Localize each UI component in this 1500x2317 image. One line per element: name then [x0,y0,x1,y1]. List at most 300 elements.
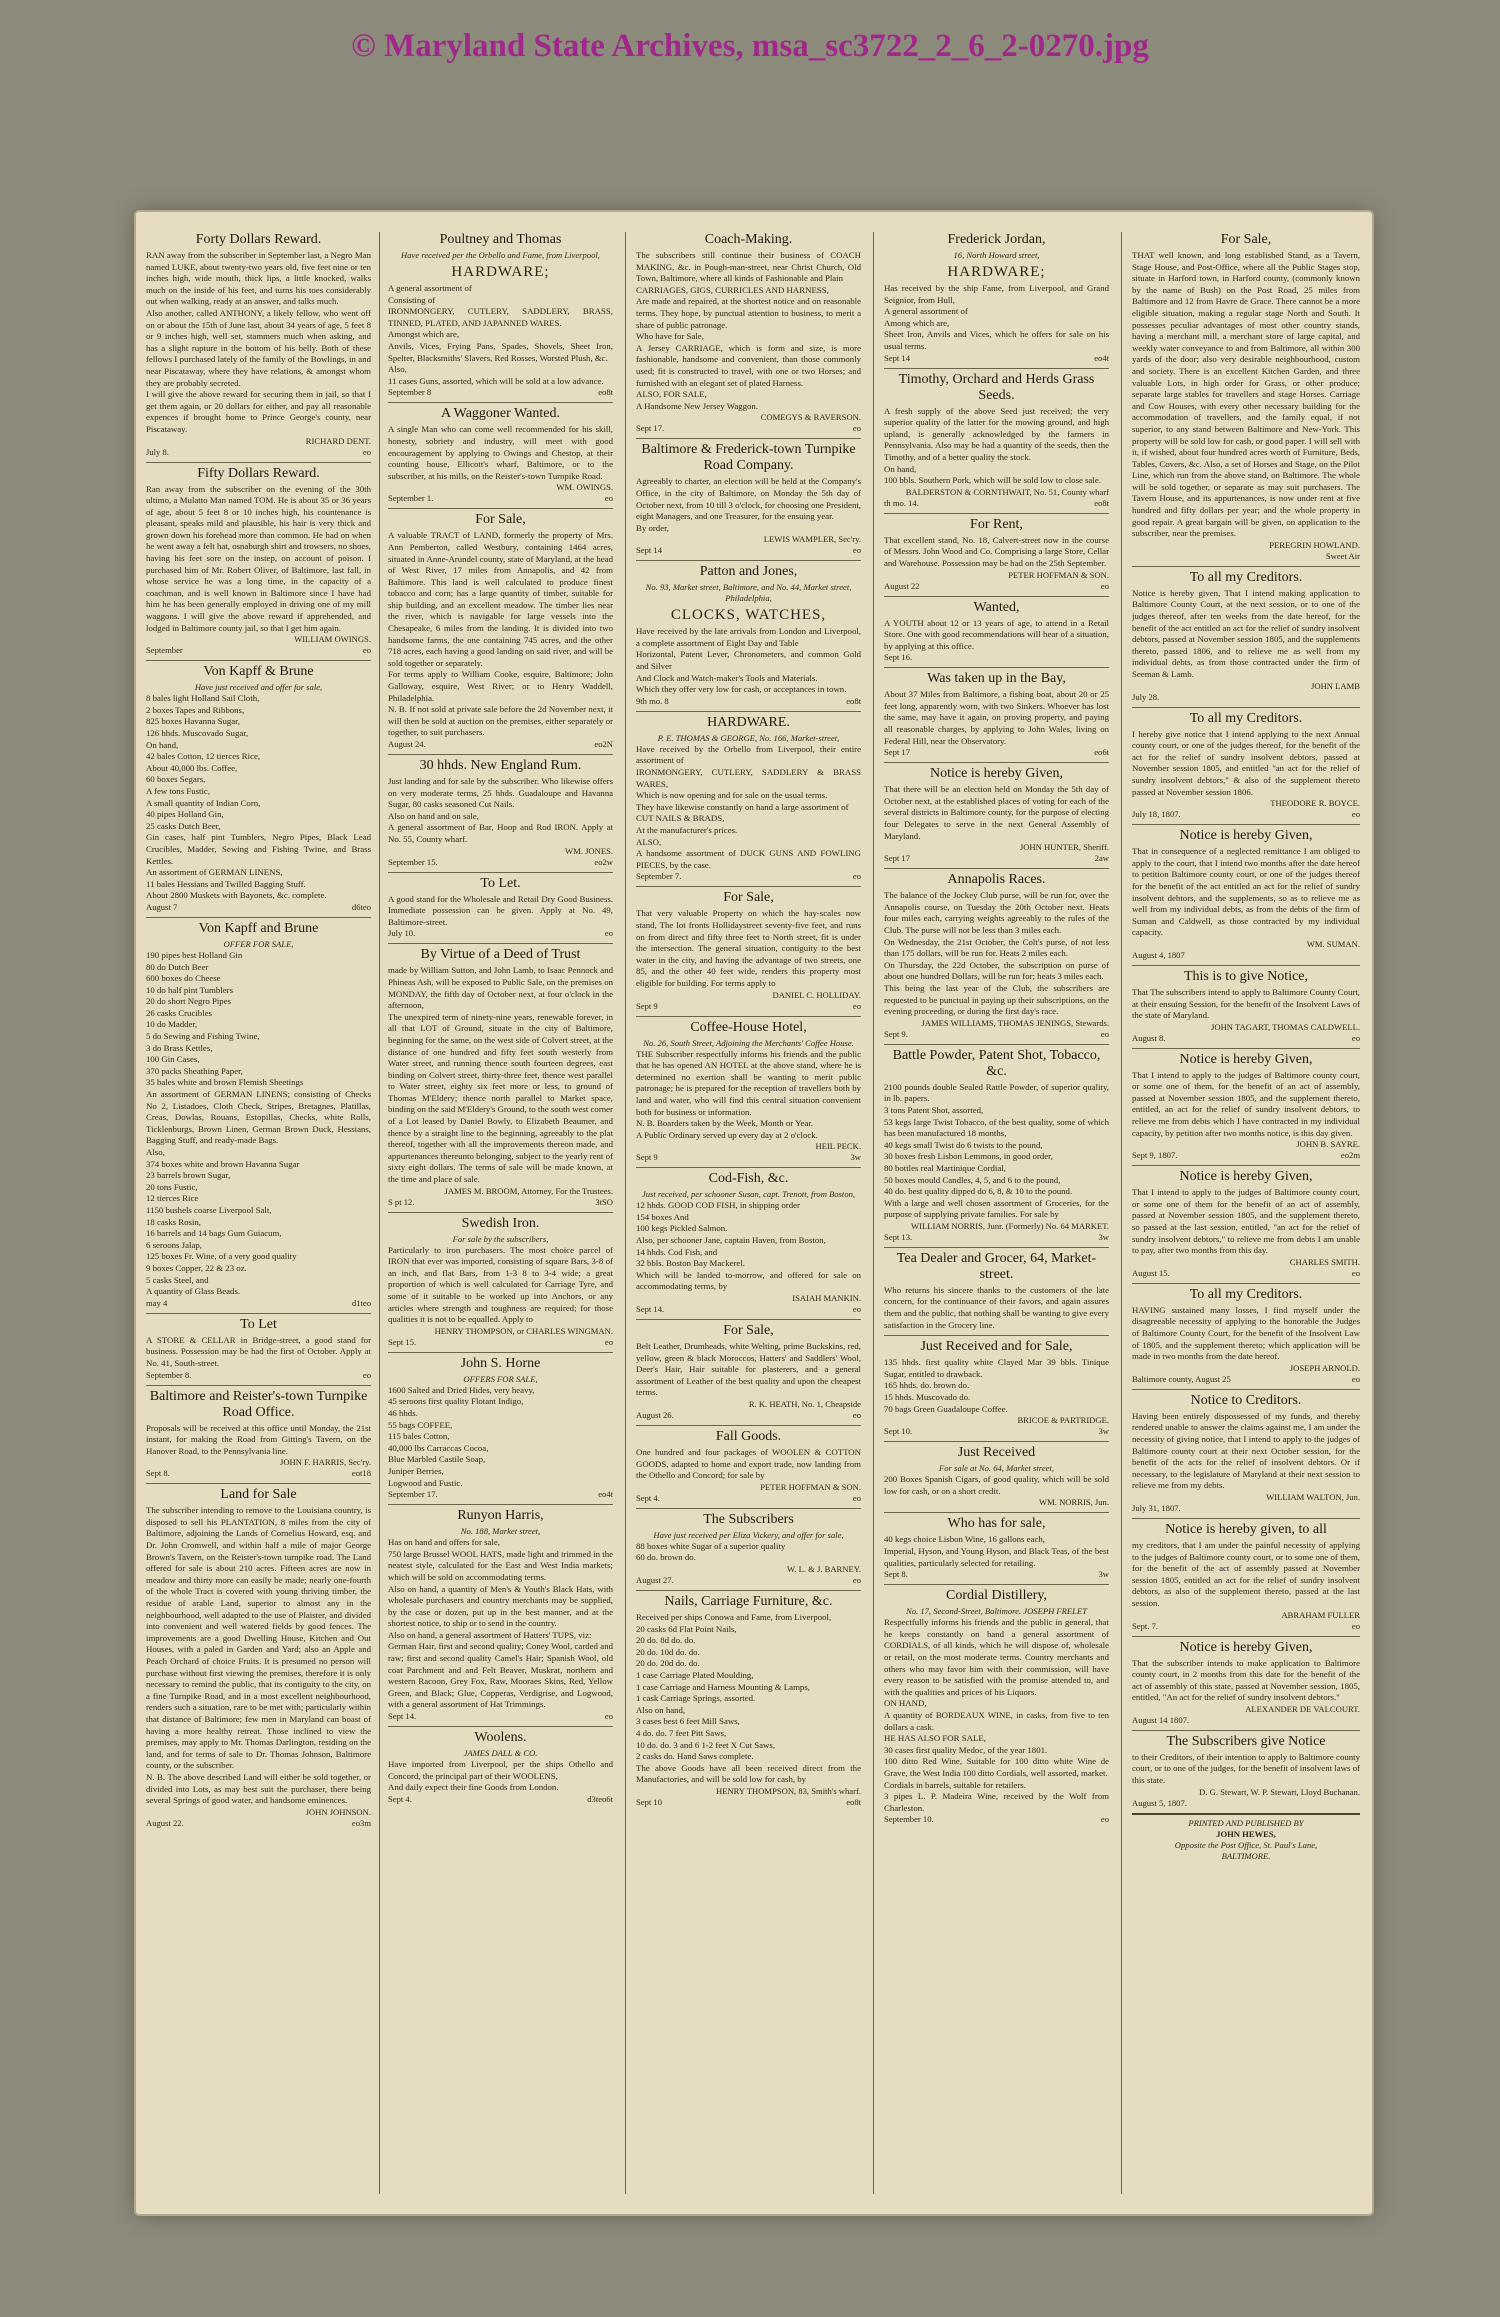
ad-code: 3w [1098,1231,1109,1242]
ad-title: To all my Creditors. [1189,569,1303,585]
ad-code: eo8t [1094,497,1109,508]
ad-subtitle: No. 26, South Street, Adjoining the Merchants' Coffee House. [643,1037,854,1048]
ad-line: 45 seroons first quality Flotant Indigo, [388,1396,524,1407]
ad-date: July 28. [1132,691,1160,702]
advertisement [884,1512,1109,1580]
advertisement [1132,1048,1360,1162]
ad-line: RAN away from the subscriber in September last, a Negro Man named LUKE, about twenty-two years old, five feet nine or ten inches high, wide mouth, thick lips, a little knocked, walks much on the inside of his feet, and turns his toes considerably out when walking, ready at an answer, and talks much. [146,250,371,307]
ad-line: Received per ships Conowa and Fame, from Liverpool, [636,1611,832,1622]
ad-line: 100 bbls. Southern Pork, which will be sold low to close sale. [884,475,1101,486]
ad-code: d3teo6t [587,1793,613,1804]
ad-line: For terms apply to William Cooke, esquire, Baltimore; John Galloway, esquire, West River; or to Henry Waddell, Philadelphia. [388,669,613,703]
ad-dateline [1132,950,1360,961]
ad-date: Sept 17 [884,853,911,864]
ad-code: eo2N [594,739,613,749]
imprint-line: JOHN HEWES, [1216,1828,1276,1839]
ad-dateline [388,1711,613,1722]
ad-body [1132,846,1360,939]
ad-line: 125 boxes Fr. Wine, of a very good quality [146,1251,297,1262]
ad-body [388,283,613,387]
advertisement [636,232,861,434]
advertisement [388,402,613,504]
ad-line: 32 bbls. Boston Bay Mackerel. [636,1258,745,1269]
ad-date: Sept 9 [636,1000,658,1011]
ad-line: By order, [636,522,669,533]
column-4 [884,232,1109,2196]
ad-line: 42 bales Cotton, 12 tierces Rice, [146,751,261,762]
ad-code: eo [604,1711,613,1722]
ad-line: Has on hand and offers for sale, [388,1537,500,1548]
ad-date: September 1. [388,493,434,504]
ad-date: Sept 17. [636,423,665,434]
ad-dateline [146,447,371,458]
column-rule [379,232,380,2194]
ad-code: eo [1100,1814,1109,1825]
ad-signature: THEODORE R. BOYCE. [1270,798,1360,809]
ad-title: To Let [240,1316,277,1332]
ad-line: Horizontal, Patent Lever, Chronometers, and common Gold and Silver [636,649,861,672]
ad-body [388,894,613,929]
ad-line: The subscribers still continue their business of COACH MAKING, &c. in Pough-man-street, near Christ Church, Old Town, Baltimore, where all kinds of Fashionable and Plain [636,250,861,284]
ad-line: 16 barrels and 14 bags Gum Guiacum, [146,1228,282,1239]
ad-title: Tea Dealer and Grocer, 64, Market-street. [896,1250,1097,1282]
advertisement [1132,824,1360,961]
ad-line: At the manufacturer's prices. [636,825,738,835]
ad-line: Also, [388,364,407,375]
ad-title: This is to give Notice, [1183,968,1309,984]
ad-line: CARRIAGES, GIGS, CURRICLES AND HARNESS, [636,284,829,295]
ad-line: 11 bales Hessians and Twilled Bagging Stuff. [146,878,306,889]
ad-signature: HEIL PECK. [815,1141,861,1152]
ad-date: Sept 4. [388,1793,412,1804]
advertisement [388,1212,613,1348]
ad-date: th mo. 14. [884,497,919,508]
ad-dateline [884,1232,1109,1243]
ad-line: On Thursday, the 22d October, the subscription on purse of about one hundred Dollars, will be run for; heats 3 miles each. [884,959,1109,982]
ad-dateline [146,902,371,913]
ad-body [388,965,613,1185]
ad-line: Who returns his sincere thanks to the customers of the late concern, for the continuance of their favors, and again assures them and the public, that nothing shall be wanting to give every satisfaction in the Grocery line. [884,1284,1109,1330]
ad-line: Also on hand, a general assortment of Hatters' TUPS, viz: [388,1629,592,1640]
ad-date: August 27. [636,1574,674,1585]
ad-line: 100 kegs Pickled Salmon. [636,1223,728,1234]
ad-code: eo [852,1304,861,1315]
ad-signature: LEWIS WAMPLER, Sec'ry. [763,534,861,545]
advertisement [1132,1389,1360,1514]
ad-subtitle: Have just received per Eliza Vickery, and offer for sale, [653,1529,844,1540]
ad-title: John S. Horne [460,1355,541,1371]
ad-body [636,626,861,696]
ad-code: 3tSO [595,1196,613,1207]
advertisement [884,1584,1109,1825]
ad-line: 370 packs Sheathing Paper, [146,1065,243,1076]
ad-body [1132,250,1360,540]
ad-line: 3 tons Patent Shot, assorted, [884,1104,984,1115]
ad-signature: PETER HOFFMAN & SON. [760,1481,861,1492]
ad-title: Frederick Jordan, [947,232,1046,247]
ad-body [884,618,1109,653]
ad-code: eo6t [1094,747,1109,758]
ad-title: By Virtue of a Deed of Trust [420,947,581,963]
ad-dateline [1132,1503,1360,1514]
advertisement [1132,1283,1360,1385]
ad-title: Baltimore and Reister's-town Turnpike Road Office. [149,1388,368,1420]
ad-line: 20 do short Negro Pipes [146,996,232,1007]
advertisement [1132,1518,1360,1632]
ad-code: eo [1351,1620,1360,1631]
advertisement [636,1167,861,1315]
ad-signature: HENRY THOMPSON, or CHARLES WINGMAN. [434,1325,613,1336]
ad-body [884,1082,1109,1221]
ad-line: 40 pipes Holland Gin, [146,809,224,820]
ad-dateline [388,387,613,398]
ad-line: A valuable TRACT of LAND, formerly the property of Mrs. Ann Pemberton, called Westbury, containing 1464 acres, situated in Anne-Arundel county, state of Maryland, at the head of West River, 17 miles from Annapolis, and 42 from Baltimore. This land is well calculated to produce finest tobacco and corn; has a large quantity of timber, suitable for ship building, and an excellent meadow. The timber lies near the river, which is navigable for large vessels into the Chesapeake, 6 miles from the landing. It is divided into two handsome farms, the one containing 745 acres, and the other 718 acres, each having a good landing on said river, and will be sold together or separately. [388,530,613,668]
ad-subtitle: Have just received and offer for sale, [194,682,323,693]
ad-line: Amongst which are, [388,329,460,340]
advertisement [884,868,1109,1040]
ad-title: Battle Powder, Patent Shot, Tobacco, &c. [892,1047,1101,1079]
ad-code: eot18 [351,1468,371,1479]
ad-line: Also, [146,1147,165,1157]
ad-body [146,1505,371,1806]
newspaper-page [136,212,1372,2214]
ad-line: 25 casks Dutch Beer, [146,820,221,831]
ad-dateline [884,498,1109,509]
ad-dateline [1132,1715,1360,1726]
ad-line: Consisting of [388,294,436,305]
ad-title: Notice is hereby Given, [1179,1169,1313,1185]
advertisement [884,762,1109,864]
ad-dateline [146,1370,371,1381]
advertisement [884,232,1109,364]
ad-line: The balance of the Jockey Club purse, will be run for, over the Annapolis course, on Tuesday the 20th October next. Heats four miles each, carrying weights agreeably to the rules of the Club. The purse will not be less than 3 miles each. [884,890,1109,935]
ad-line: That in consequence of a neglected remittance I am obliged to apply to the court, that I intend two months after the date hereof to petition Baltimore county court, or one of the judges thereof for the benefit of the act entitled an act for the relief of sundry insolvent debtors, and the supplements, so as to relieve me as well from my individual debts, as from the debts of the firm of Suman and Caldwell, as those contracted by my individual capacity. [1132,846,1360,938]
ad-line: 40 kegs choice Lisbon Wine, 16 gallons each, [884,1534,1045,1545]
ad-code: eo8t [846,1796,861,1807]
advertisement [884,667,1109,758]
ad-signature: BRICOE & PARTRIDGE. [1017,1415,1109,1426]
ad-title: Notice is hereby given, to all [1165,1521,1327,1537]
ad-line: 20 tons Fustic, [146,1181,198,1192]
ad-signature: WM. JONES. [565,845,613,856]
ad-dateline [1132,1268,1360,1279]
ad-date: Sept 14 [884,352,911,363]
ad-title: Wanted, [973,599,1020,615]
ad-code: eo [852,1000,861,1011]
ad-title: Who has for sale, [947,1516,1046,1532]
ad-line: A quantity of BORDEAUX WINE, in casks, from five to ten dollars a cask. [884,1709,1109,1732]
ad-signature: WILLIAM OWINGS. [294,634,371,645]
ad-line: That the subscriber intends to make application to Baltimore county court, in 2 months from this date for the benefit of the act of assembly of this state, passed at November session, 1805, entitled, "An act for the relief of sundry insolvent debtors." [1132,1657,1360,1703]
ad-date: August 5, 1807. [1132,1797,1187,1808]
ad-line: An assortment of GERMAN LINENS; consisting of Checks No 2, Listadoes, Cloth Check, Stripes, Bretagnes, Platillas, Creas, Dowlas, Rouans, Estopillas, Checks, white Rolls, Ticklenburgs, Brown Linen, German Brown Duck, Hessians, Bagging Stuff, and ready-made Bags. [146,1089,371,1146]
ad-body [884,1617,1109,1814]
advertisement [388,943,613,1207]
ad-body [884,406,1109,487]
ad-date: Sept 14. [388,1711,417,1722]
ad-line: Juniper Berries, [388,1465,444,1476]
ad-line: A quantity of Glass Beads. [146,1286,241,1297]
ad-signature: WM. OWINGS. [556,482,613,493]
ad-line: N. B. If not sold at private sale before the 2d November next, it will then be sold at auction on the premises, either separately or together, to suit purchasers. [388,704,613,738]
ad-line: 10 do Madder, [146,1019,198,1030]
ad-date: Sept 9, 1807. [1132,1150,1178,1161]
ad-signature: JOHN HUNTER, Sheriff. [1019,842,1109,853]
ad-dateline [388,1489,613,1500]
ad-line: A few tons Fustic, [146,785,211,796]
ad-line: IRONMONGERY, CUTLERY, SADDLERY & BRASS WARES, [636,767,861,789]
ad-dateline [884,1569,1109,1580]
advertisement [636,1508,861,1586]
ad-title: For Sale, [475,512,526,528]
ad-date: August 24. [388,739,426,749]
ad-line: to their Creditors, of their intention to apply to Baltimore county court, or to one of the judges, for the benefit of insolvent laws of this state. [1132,1751,1360,1786]
ad-title: Von Kapff & Brune [203,664,314,680]
ad-line: Which will be landed to-morrow, and offered for sale on accommodating terms, by [636,1269,861,1292]
ad-code: 3w [1098,1426,1109,1437]
ad-date: September 8. [146,1369,192,1380]
ad-date: August 26. [636,1410,674,1420]
ad-line: On Wednesday, the 21st October, the Colt's purse, of not less than 175 dollars, will be run for. Heats 2 miles each. [884,936,1109,959]
ad-line: That I intend to apply to the judges of Baltimore county court, or some one of them, for the benefit of an act of assembly, passed at November session 1805, and the supplement thereto, entitled, an act for the relief of sundry insolvent debtors, to relieve me from debts which I have contracted in my individual capacity, by petition after two months notice, is this day given. [1132,1069,1360,1138]
ad-line: 2100 pounds double Sealed Rattle Powder, of superior quality, in lb. papers. [884,1081,1109,1104]
advertisement [1132,1636,1360,1726]
advertisement [1132,1165,1360,1279]
advertisement [1132,707,1360,821]
ad-line: N. B. Boarders taken by the Week, Month or Year. [636,1118,813,1129]
ad-code: eo [1351,1032,1360,1043]
ad-dateline [146,1298,371,1309]
ad-line: 23 barrels brown Sugar, [146,1170,231,1181]
ad-line: 40 kegs small Twist do 6 twists to the pound, [884,1139,1043,1150]
ad-body [1132,729,1360,799]
ad-line: This being the last year of the Club, the subscribers are requested to be punctual in paying up their subscriptions, on the evening proceeding, or during the first day's race. [884,982,1109,1017]
ad-line: 3 pipes L. P. Madeira Wine, received by the Wolf from Charleston. [884,1791,1109,1813]
ad-signature: W. L. & J. BARNEY. [786,1563,861,1574]
ad-line: N. B. The above described Land will either be sold together, or divided into Lots, as may best suit the purchaser, there being several Springs of good water, and handsome eminences. [146,1771,371,1806]
ad-line: 115 bales Cotton, [388,1431,450,1442]
ad-line: 11 cases Guns, assorted, which will be sold at a low advance. [388,375,604,386]
ad-line: 6 seroons Jalap, [146,1239,202,1250]
ad-code: 3w [850,1152,861,1163]
ad-subtitle: 16, North Howard street, [953,250,1040,260]
advertisement [636,1590,861,1808]
ad-dateline [884,581,1109,592]
ad-code: eo [362,446,371,457]
ad-line: 750 large Brussel WOOL HATS, made light and trimmed in the neatest style, calculated for the East and West India markets; which will be sold on accommodating terms. [388,1548,613,1582]
ad-headline: HARDWARE; [947,264,1046,280]
ad-dateline [884,853,1109,864]
ad-code: eo [1100,580,1109,591]
ad-code: eo [852,1574,861,1585]
advertisement [146,232,371,458]
ad-title: Land for Sale [220,1487,297,1503]
ad-date: August 4, 1807 [1132,949,1185,960]
ad-body [388,1245,613,1326]
ad-line: 1 case Carriage Plated Moulding, [636,1669,754,1680]
ad-signature: RICHARD DENT. [305,435,371,446]
ad-dateline [636,1493,861,1504]
advertisement [636,711,861,883]
ad-line: made by William Sutton, and John Lamb, to Isaac Pennock and Phineas Ash, will be exposed to Public Sale, on the premises on MONDAY, the fifth day of October next, at four o'clock in the afternoon, [388,965,613,1011]
ad-line: And Clock and Watch-maker's Tools and Materials. [636,672,818,683]
ad-dateline [1132,551,1360,562]
ad-line: That I intend to apply to the judges of Baltimore county court, or some one of them for the benefit of an act of assembly, passed at November session 1805, and the supplement thereto, so passed at the last session, entitled, "an act for the relief of sundry insolvent debtors," to relieve me from debts I am unable to pay, after two months from this day. [1132,1187,1360,1256]
ad-title: Cordial Distillery, [946,1588,1047,1604]
ad-signature: WM. SUMAN. [1306,938,1360,949]
ad-body [1132,1540,1360,1610]
ad-line: 1 case Carriage and Harness Mounting & Lamps, [636,1681,810,1692]
advertisement [884,513,1109,592]
ad-line: I will give the above reward for securing them in jail, so that I get them again, or 20 dollars for either, and pay all reasonable expences if brought home to Prince George's county, near Piscataway. [146,389,371,434]
ad-line: A good stand for the Wholesale and Retail Dry Good Business. Immediate possession can be given. Apply at No. 49, Baltimore-street. [388,893,613,927]
ad-code: eo [362,645,371,656]
ad-subtitle: Have received per the Orbello and Fame, from Liverpool, [401,250,600,260]
ad-title: Fall Goods. [715,1429,782,1444]
ad-title: Fifty Dollars Reward. [197,465,320,481]
ad-code: eo [1351,1373,1360,1384]
ad-title: Forty Dollars Reward. [195,232,322,247]
ad-line: Just landing and for sale by the subscriber. Who likewise offers on very moderate terms, 25 hhds. Guadaloupe and Havanna Sugar, 80 casks seasoned Cut Nails. [388,776,613,810]
ad-line: Having been entirely dispossessed of my funds, and thereby rendered unable to answer the claims against me, I am under the necessity of giving notice, that I intend to apply to the judges of Baltimore county court at their next October session, for the benefit of the acts for the relief of insolvent debtors. Or if necessary, to the legislature of Maryland at their next session to relieve me from my debts. [1132,1410,1360,1491]
ad-body [636,1612,861,1786]
ad-line: On hand, [146,739,179,750]
ad-signature: ABRAHAM FULLER [1281,1609,1360,1620]
ad-title: To all my Creditors. [1189,1286,1303,1302]
ad-title: Patton and Jones, [699,564,798,580]
ad-body [1132,1752,1360,1787]
ad-body [1132,987,1360,1022]
ad-line: About 40,000 lbs. Coffee, [146,762,238,773]
ad-title: For Sale, [723,890,774,906]
ad-line: Agreeably to charter, an election will be held at the Company's Office, in the city of Baltimore, on Monday the 5th day of October next, from 10 till 3 o'clock, for choosing one President, eight Managers, and one Treasurer, for the ensuing year. [636,476,861,522]
ad-line: The above Goods have all been received direct from the Manufactories, and will be sold low for cash, by [636,1762,861,1785]
ad-signature: COMEGYS & RAVERSON. [760,412,861,423]
ad-line: Anvils, Vices, Frying Pans, Spades, Shovels, Sheet Iron, Spelter, Blacksmiths' Slavers, Red Rosses, Worsted Plush, &c. [388,340,613,363]
ad-title: To Let. [480,875,521,891]
ad-line: ALSO, FOR SALE, [636,389,707,400]
ad-date: August 22. [146,1817,184,1828]
advertisement [884,368,1109,509]
ad-line: 126 hhds. Muscovado Sugar, [146,728,249,738]
ad-date: August 22 [884,580,920,591]
ad-code: eo [1351,1267,1360,1278]
ad-line: A handsome assortment of DUCK GUNS AND FOWLING PIECES, by the case. [636,848,861,870]
ad-body [884,283,1109,353]
ad-date: August 8. [1132,1032,1166,1043]
ad-date: July 31, 1807. [1132,1502,1181,1513]
ad-body [1132,1411,1360,1492]
ad-line: 5 casks Steel, and [146,1274,209,1285]
ad-line: 18 casks Rosin, [146,1216,201,1227]
ad-line: That excellent stand, No. 18, Calvert-street now in the course of Messrs. John Wood and Co. Comprising a large Store, Cellar and Warehouse. Possession may be had on the 25th September. [884,534,1109,568]
ad-dateline [884,353,1109,364]
ad-code: Sweet Air [1325,550,1360,561]
ad-code: eo3m [351,1817,371,1828]
ad-date: September 15. [388,856,438,867]
ad-line: Particularly to iron purchasers. The most choice parcel of IRON that ever was imported, consisting of square Bars, 3-8 of an inch, and flat Bars, from 1-3 8 to 3-4 wide; a great proportion of which is well calculated for Carriage Tyre, and some of it suitable to be worked up into Anchors, or any articles where strength and toughness are required; for those qualities it is not to be equalled. Apply to [388,1244,613,1325]
ad-line: 35 bales white and brown Flemish Sheetings [146,1077,304,1088]
ad-signature: JOHN B. SAYRE. [1296,1139,1360,1150]
ad-line: And daily expect their fine Goods from London. [388,1782,559,1793]
ad-date: July 10. [388,928,416,939]
ad-subtitle: OFFERS FOR SALE, [463,1373,538,1384]
ad-body [388,1537,613,1711]
ad-line: Belt Leather, Drumheads, white Welting, prime Buckskins, red, yellow, green & black Moroccos, Hatters' and Saddlers' Wool, Deer's Hair, Hair suitable for plasterers, and a general assortment of Leather of the best quality and upon the cheapest terms. [636,1341,861,1398]
ad-title: For Sale, [723,1323,774,1339]
ad-subtitle: For sale at No. 64, Market street, [939,1463,1054,1474]
ad-line: 30 cases first quality Medoc, of the year 1801. [884,1744,1048,1755]
ad-signature: D. G. Stewart, W. P. Stewart, Lloyd Buchanan. [1199,1786,1360,1797]
ad-line: Cordials in barrels, suitable for retailers. [884,1779,1026,1790]
ad-body [146,1423,371,1458]
ad-code: eo8t [846,695,861,706]
ad-dateline [636,871,861,882]
ad-line: Are made and repaired, at the shortest notice and on reasonable terms. They hope, by punctual attention to business, to merit a share of public patronage. [636,296,861,330]
ad-title: 30 hhds. New England Rum. [419,758,582,773]
ad-body [636,1341,861,1399]
ad-line: 10 do half pint Tumblers [146,984,233,995]
ad-line: Which is now opening and for sale on the usual terms. [636,790,828,801]
ad-body [884,689,1109,747]
ad-date: July 18, 1807. [1132,809,1181,820]
ad-dateline [636,1001,861,1012]
ad-signature: R. K. HEATH, No. 1, Cheapside [748,1399,861,1409]
ad-line: An assortment of GERMAN LINENS, [146,867,283,878]
ad-line: 30 boxes fresh Lisbon Lemmons, in good order, [884,1151,1053,1162]
ad-title: A Waggoner Wanted. [441,406,560,422]
ad-line: 50 boxes mould Candles, 4, 5, and 6 to the pound, [884,1174,1061,1185]
ad-date: September [146,645,183,656]
ad-title: Annapolis Races. [947,872,1046,888]
ad-date: 9th mo. 8 [636,695,669,706]
ad-date: Sept 14 [636,545,663,556]
ad-body [636,250,861,412]
ad-body [884,1534,1109,1569]
ad-line: A Handsome New Jersey Waggon. [636,400,759,411]
ad-line: THE Subscriber respectfully informs his friends and the public that he has opened AN HOTEL at the above stand, where he is determined no exertion shall be wanting to merit public patronage; he is prepared for the reception of travellers both by land and water, who will find this central situation convenient both for business or information. [636,1048,861,1117]
ad-title: Just Received and for Sale, [920,1339,1073,1355]
ad-dateline [1132,1621,1360,1632]
ad-line: One hundred and four packages of WOOLEN & COTTON GOODS, adapted to home and export trade, now landing from the Othello and Concord; for sale by [636,1447,861,1481]
ad-line: THAT well known, and long established Stand, as a Tavern, Stage House, and Post-Office, where all the Public Stages stop, situate in Harford town, in Harford county, (commonly known by the name of Bush) on the Post Road, 25 miles from Baltimore and 12 from Havre de Grace. There cannot be a more eligible situation, making a regular stage North and South. It possesses peculiar advantages of most other country stands, having a merchant mill, a merchant store of large capital, and weekly water conveyance to and from Baltimore, all within 300 yards of the door; also very desirable neighbourhood, custom and society. There is an excellent Kitchen Garden, and three valuable Lots, in high order for Grass, or other produce; separate large stables for travellers and stage Horses. Carriage and Cow Houses, with every other necessary building for the accommodation of travellers, and the family equal, if not superior, to any stand between Baltimore and New-York. This property will be sold low for cash, or good paper. I will sell with it, if wished, about four hundred acres worth of Furniture, Beds, Tables, Covers, &c. Also, a set of Horses and Stage, on the Pilot Line, which run from the above stand, on Baltimore. The whole will be sold together, or separate as may suit purchasers. The Tavern House, and its appurtenances, is now under rent at five hundred and fifty dollars per year; and the whole property in good repair. A great bargain will be given, on application to the subscriber, near the premises. [1132,250,1360,539]
ad-date: July 8. [146,446,169,457]
ad-body [388,776,613,846]
ad-line: A Public Ordinary served up every day at 2 o'clock. [636,1129,818,1140]
advertisement [636,438,861,556]
ad-line: Has received by the ship Fame, from Liverpool, and Grand Seignior, from Hull, [884,283,1109,305]
ad-line: 8 bales light Holland Sail Cloth, [146,693,260,704]
imprint-line: BALTIMORE. [1221,1850,1271,1861]
column-1 [146,232,371,2196]
ad-line: Which they offer very low for cash, or acceptances in town. [636,684,847,695]
ad-title: Coach-Making. [704,232,793,247]
ad-dateline [636,423,861,434]
ad-title: The Subscribers give Notice [1166,1733,1326,1749]
ad-signature: JAMES WILLIAMS, THOMAS JENINGS, Stewards. [921,1017,1109,1028]
ad-date: Sept 10 [636,1796,663,1807]
advertisement [388,1504,613,1722]
advertisement [884,1247,1109,1331]
ad-title: To all my Creditors. [1189,710,1303,726]
ad-line: A general assortment of [884,306,968,317]
ad-code: eo [362,1369,371,1380]
ad-line: 190 pipes best Holland Gin [146,949,243,960]
ad-line: A single Man who can come well recommended for his skill, honesty, sobriety and industry, will meet with good encouragement by applying to Owings and Chestop, at their counting house, Ellicott's wharf, Baltimore, or to the subscriber, at his mills, on the Reister's-town Turnpike Road. [388,424,613,481]
ad-subtitle: No. 17, Second-Street, Baltimore. JOSEPH FRELET [906,1606,1087,1617]
ad-title: HARDWARE. [707,714,790,730]
ad-date: Sept. 7. [1132,1620,1159,1631]
